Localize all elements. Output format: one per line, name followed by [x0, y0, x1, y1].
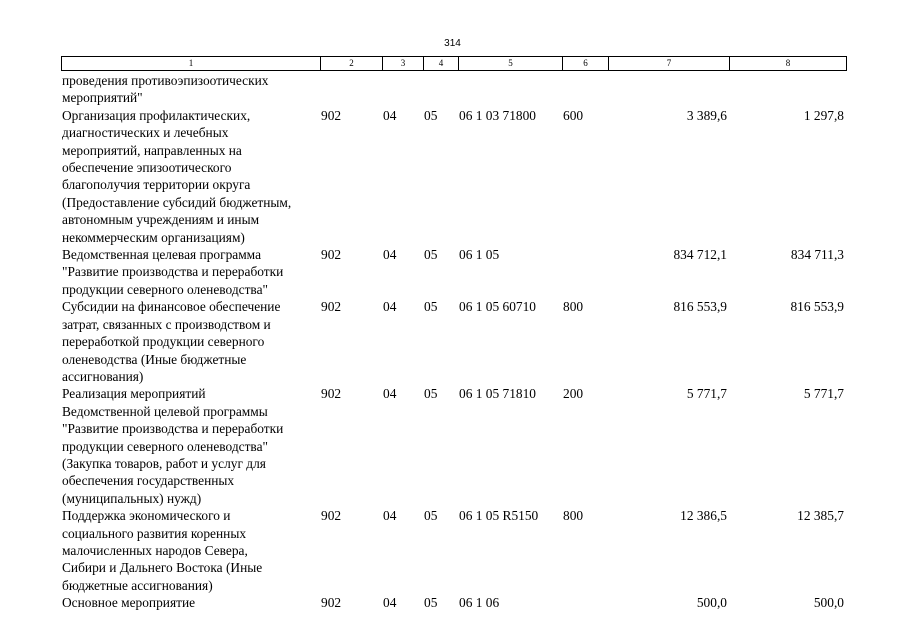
subsection-code-cell: 05: [424, 595, 438, 611]
amount-cell-7: 834 712,1: [673, 247, 727, 263]
expense-type-cell: 600: [563, 107, 584, 123]
budget-table: [61, 72, 846, 612]
header-col-8: 8: [730, 57, 847, 71]
amount-cell-8: 5 771,7: [803, 386, 844, 402]
row-name-line: Субсидии на финансовое обеспечение: [62, 299, 281, 315]
target-article-cell: 06 1 05 60710: [459, 299, 536, 315]
row-name-cell: [61, 246, 320, 298]
row-name-line: Поддержка экономического и: [62, 508, 231, 524]
section-code-cell: 04: [383, 299, 397, 315]
row-name-cell: [61, 298, 320, 385]
table-row: [61, 507, 846, 594]
subsection-code-cell: 05: [424, 107, 438, 123]
row-name-line: мероприятий, направленных на: [62, 142, 242, 158]
row-name-line: (муниципальных) нужд): [62, 490, 202, 506]
subsection-code-cell: 05: [424, 508, 438, 524]
column-number-header: [61, 56, 847, 71]
header-col-6: 6: [563, 57, 609, 71]
section-code-cell: 04: [383, 247, 397, 263]
row-name-line: благополучия территории округа: [62, 177, 251, 193]
header-col-3: 3: [383, 57, 424, 71]
ministry-code-cell: [320, 72, 382, 107]
amount-cell-7: 500,0: [696, 595, 727, 611]
row-name-line: социального развития коренных: [62, 525, 247, 541]
amount-cell-7: 5 771,7: [686, 386, 727, 402]
row-name-line: малочисленных народов Севера,: [62, 542, 248, 558]
ministry-code-cell: 902: [321, 299, 342, 315]
expense-type-cell: [562, 72, 608, 107]
subsection-code-cell: 05: [424, 247, 438, 263]
row-name-line: "Развитие производства и переработки: [62, 264, 284, 280]
expense-type-cell: 800: [563, 508, 584, 524]
row-name-line: проведения противоэпизоотических: [62, 73, 269, 88]
amount-cell-8: 1 297,8: [803, 107, 844, 123]
table-row: [61, 72, 846, 107]
header-col-7: 7: [609, 57, 730, 71]
amount-cell-7: 12 386,5: [680, 508, 727, 524]
header-row: [62, 57, 847, 71]
row-name-line: (Предоставление субсидий бюджетным,: [62, 194, 292, 210]
target-article-cell: 06 1 05 71810: [459, 386, 536, 402]
amount-cell-8: 12 385,7: [797, 508, 844, 524]
row-name-line: продукции северного оленеводства": [62, 438, 268, 454]
header-col-4: 4: [424, 57, 459, 71]
target-article-cell: 06 1 06: [459, 595, 500, 611]
row-name-line: Реализация мероприятий: [62, 386, 206, 402]
amount-cell-7: [608, 72, 729, 107]
target-article-cell: 06 1 05: [459, 247, 500, 263]
row-name-line: мероприятий": [62, 90, 143, 106]
table-row: [61, 594, 846, 611]
row-name-line: диагностических и лечебных: [62, 125, 229, 141]
subsection-code-cell: 05: [424, 386, 438, 402]
amount-cell-7: 3 389,6: [686, 107, 727, 123]
row-name-line: Ведомственная целевая программа: [62, 247, 262, 263]
row-name-line: бюджетные ассигнования): [62, 577, 213, 593]
row-name-line: ассигнования): [62, 368, 144, 384]
subsection-code-cell: 05: [424, 299, 438, 315]
row-name-line: переработкой продукции северного: [62, 334, 265, 350]
ministry-code-cell: 902: [321, 107, 342, 123]
amount-cell-8: 500,0: [813, 595, 844, 611]
ministry-code-cell: 902: [321, 595, 342, 611]
row-name-line: обеспечения государственных: [62, 473, 235, 489]
row-name-cell: [61, 72, 320, 107]
row-name-line: обеспечение эпизоотического: [62, 160, 232, 176]
table-row: [61, 385, 846, 507]
expense-type-cell: [562, 246, 608, 298]
table-row: [61, 107, 846, 246]
row-name-line: некоммерческим организациям): [62, 229, 245, 245]
header-col-1: 1: [62, 57, 321, 71]
expense-type-cell: 800: [563, 299, 584, 315]
amount-cell-8: [729, 72, 846, 107]
ministry-code-cell: 902: [321, 386, 342, 402]
header-col-2: 2: [321, 57, 383, 71]
table-row: [61, 298, 846, 385]
row-name-line: автономным учреждениям и иным: [62, 212, 260, 228]
row-name-cell: [61, 594, 320, 611]
section-code-cell: [382, 72, 423, 107]
row-name-line: продукции северного оленеводства": [62, 281, 268, 297]
row-name-cell: [61, 107, 320, 246]
expense-type-cell: [562, 594, 608, 611]
amount-cell-8: 816 553,9: [790, 299, 844, 315]
row-name-line: оленеводства (Иные бюджетные: [62, 351, 247, 367]
target-article-cell: 06 1 03 71800: [459, 107, 536, 123]
subsection-code-cell: [423, 72, 458, 107]
row-name-cell: [61, 507, 320, 594]
section-code-cell: 04: [383, 595, 397, 611]
section-code-cell: 04: [383, 107, 397, 123]
header-col-5: 5: [459, 57, 563, 71]
page-number: 314: [444, 38, 461, 49]
amount-cell-7: 816 553,9: [673, 299, 727, 315]
target-article-cell: [458, 72, 562, 107]
section-code-cell: 04: [383, 386, 397, 402]
row-name-line: Основное мероприятие: [62, 595, 196, 611]
target-article-cell: 06 1 05 R5150: [459, 508, 539, 524]
row-name-line: Организация профилактических,: [62, 107, 251, 123]
ministry-code-cell: 902: [321, 247, 342, 263]
row-name-line: Ведомственной целевой программы: [62, 403, 268, 419]
ministry-code-cell: 902: [321, 508, 342, 524]
expense-type-cell: 200: [563, 386, 584, 402]
row-name-line: (Закупка товаров, работ и услуг для: [62, 455, 266, 471]
table-row: [61, 246, 846, 298]
row-name-cell: [61, 385, 320, 507]
row-name-line: затрат, связанных с производством и: [62, 316, 271, 332]
row-name-line: "Развитие производства и переработки: [62, 421, 284, 437]
section-code-cell: 04: [383, 508, 397, 524]
amount-cell-8: 834 711,3: [790, 247, 844, 263]
row-name-line: Сибири и Дальнего Востока (Иные: [62, 560, 263, 576]
